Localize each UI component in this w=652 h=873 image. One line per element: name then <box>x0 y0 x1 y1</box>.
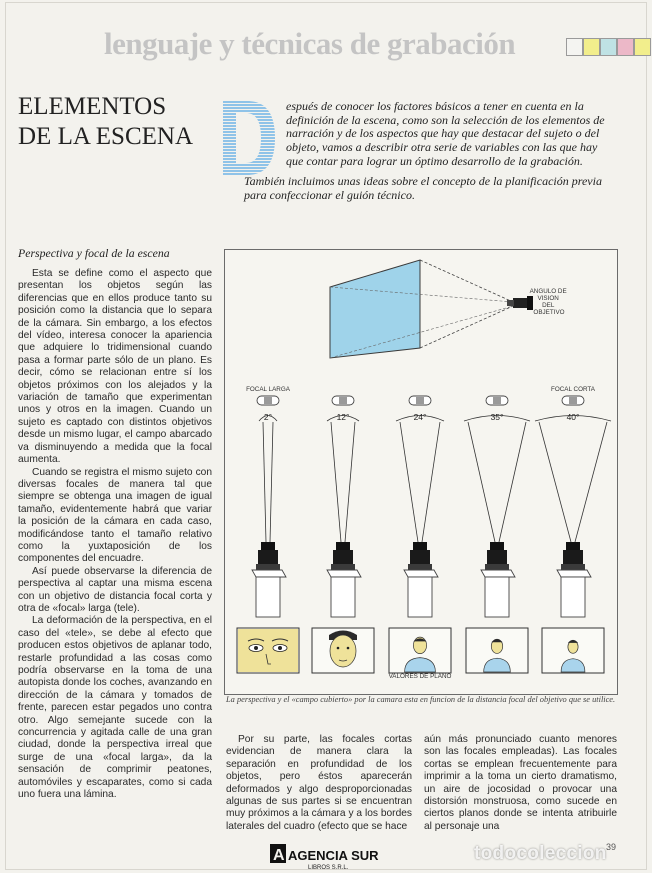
tripod-top <box>327 570 361 577</box>
focal-angle-value: 40° <box>566 412 580 422</box>
drop-cap <box>223 101 275 175</box>
camera-body-icon <box>487 550 507 564</box>
agencia-sur-logo <box>270 843 380 871</box>
section-title-line-1: ELEMENTOS <box>18 93 167 120</box>
angle-label-line-2: VISION <box>537 295 559 302</box>
body-column-2 <box>226 734 412 833</box>
camera-base-icon <box>485 564 509 570</box>
focal-larga-label: FOCAL LARGA <box>246 386 290 393</box>
view-cone-line <box>263 422 266 542</box>
camera-body-icon <box>258 550 278 564</box>
focal-angle-value: 2° <box>263 412 273 422</box>
viewfinder-lens-icon <box>569 397 577 404</box>
view-cone-line <box>468 422 495 542</box>
swatch <box>617 38 634 56</box>
tripod-stand <box>485 577 509 617</box>
viewfinder-lens-icon <box>264 397 272 404</box>
tripod-top <box>404 570 438 577</box>
perspective-figure <box>224 249 618 695</box>
small-camera-icon <box>507 296 533 310</box>
section-title-line-2: DE LA ESCENA <box>18 123 193 150</box>
face-icon <box>330 635 356 667</box>
body-paragraph: Esta se define como el aspecto que presentan los objetos según las diferencias que en ellos produce tanto su posición como la distancia que lo separa de la cámara. Sin embargo, a los efectos del vídeo, interesa conocer la apariencia que adquiere lo tridimensional cuando pasa a formar parte sólo de un plano. Es decir, cómo se relacionan entre sí los objetos próximos con los alejados y la variación de tamaño que experimentan unos y otros en la imagen. Cuando un sujeto es captado con distintos objetivos desde un mismo lugar, el campo abarcado va disminuyendo a medida que la focal aumenta. <box>18 268 212 466</box>
angle-label-line-4: OBJETIVO <box>533 309 565 316</box>
camera-lens-icon <box>490 542 504 550</box>
face-closeup <box>238 629 298 672</box>
body-paragraph: La deformación de la perspectiva, en el caso del «tele», se debe al efecto que producen estos objetivos de aplanar todo, restarle profundidad a las cosas como podría observarse en la toma de una autopista donde los coches, avanzando en dirección de la cámara y tomados de frente, parecen estar pegados uno contra otro. Algo semejante sucede con la concurrencia y agitada calle de una gran ciudad, donde la perspectiva irreal que surge de una «focal larga», da la sensación de comprimir peatones, automóviles y escaparates, como si cada uno fuera una lámina. <box>18 615 212 801</box>
angle-of-view-label <box>530 288 569 316</box>
viewfinder-lens-icon <box>416 397 424 404</box>
eye-icon <box>337 647 340 650</box>
camera-body-icon <box>333 550 353 564</box>
view-cone-line <box>270 422 273 542</box>
view-cone-line <box>345 422 355 542</box>
view-cone-line <box>422 422 440 542</box>
watermark: todocoleccion <box>474 843 607 864</box>
camera-body-icon <box>410 550 430 564</box>
page-header-title: lenguaje y técnicas de grabación <box>104 26 516 61</box>
swatch <box>583 38 600 56</box>
body-column-3 <box>424 734 617 833</box>
pupil-icon <box>254 646 258 650</box>
viewfinder-lens-icon <box>493 397 501 404</box>
focal-angle-value: 35° <box>490 412 504 422</box>
camera-body-icon <box>563 550 583 564</box>
camera-base-icon <box>561 564 585 570</box>
angle-label-line-1: ANGULO DE <box>529 288 567 295</box>
focal-angle-value: 24° <box>413 412 427 422</box>
subheading: Perspectiva y focal de la escena <box>18 246 170 260</box>
logo-subtext: LIBROS S.R.L. <box>308 865 349 871</box>
eye-icon <box>347 647 350 650</box>
tripod-top <box>481 570 515 577</box>
viewfinder-lens-icon <box>339 397 347 404</box>
page-number: 39 <box>606 842 617 852</box>
focal-corta-label: FOCAL CORTA <box>551 386 595 393</box>
view-cone-line <box>400 422 418 542</box>
tripod-stand <box>256 577 280 617</box>
body-paragraph: Cuando se registra el mismo sujeto con diversas focales de manera tal que siempre se obtenga una imagen de igual tamaño, evidentemente habrá que variar la posición de la cámara en cada caso, modificándose tanto el tamaño relativo como la yuxtaposición de los componentes del encuadre. <box>18 466 212 565</box>
body-paragraph: Por su parte, las focales cortas evidencian de manera clara la separación en profundidad de los objetos, pero éstos aparecerán deformados y algo desproporcionadas algunas de sus partes si se encuentran muy próximos a la cámara y a los bordes laterales del cuadro (efecto que se hace <box>226 734 412 832</box>
view-cone-line <box>539 422 571 542</box>
camera-row <box>237 396 611 673</box>
intro-paragraph-2: También incluimos unas ideas sobre el concepto de la planificación previa para confeccionar el guión técnico. <box>244 174 602 202</box>
body-paragraph: aún más pronunciado cuanto menores son las focales empleadas). Las focales cortas se emplean frecuentemente para imprimir a la toma un cierto dramatismo, un aire de jocosidad o provocar una distorsión monstruosa, como sucede en ciertos planos donde se intenta atribuirle al personaje una <box>424 734 617 832</box>
tripod-stand <box>408 577 432 617</box>
svg-text:A: A <box>273 847 285 864</box>
camera-lens-icon <box>336 542 350 550</box>
plane-values-label: VALORES DE PLANO <box>388 673 452 680</box>
angle-label-line-3: DEL <box>542 302 555 309</box>
swatch <box>566 38 583 56</box>
tripod-stand <box>561 577 585 617</box>
figure-illustration <box>225 250 617 694</box>
camera-lens-icon <box>261 542 275 550</box>
body-column-1 <box>18 268 212 801</box>
tripod-stand <box>331 577 355 617</box>
section-title <box>18 92 208 152</box>
tripod-top <box>252 570 286 577</box>
focal-angle-value: 12° <box>336 412 350 422</box>
intro-paragraph: espués de conocer los factores básicos a tener en cuenta en la definición de la escena, como son la selección de los elementos de narración y de los aspectos que hay que destacar del sujeto o del objeto, vamos a describir otra serie de variables con las que hay que contar para lograr un óptimo desarrollo de la grabación. <box>286 99 605 168</box>
pupil-icon <box>278 646 282 650</box>
view-cone-line <box>331 422 341 542</box>
logo-text: AGENCIA SUR <box>288 848 379 863</box>
camera-lens-icon <box>413 542 427 550</box>
view-cone-line <box>575 422 607 542</box>
color-swatches <box>566 38 651 56</box>
camera-base-icon <box>408 564 432 570</box>
view-cone-line <box>499 422 526 542</box>
camera-base-icon <box>256 564 280 570</box>
body-paragraph: Así puede observarse la diferencia de perspectiva al captar una misma escena con un objetivo de distancia focal corta y otra de «focal» larga (tele). <box>18 565 212 614</box>
camera-base-icon <box>331 564 355 570</box>
figure-caption: La perspectiva y el «campo cubierto» por la camara esta en funcion de la distancia focal del objetivo que se utilice. <box>226 695 616 704</box>
screen-plane <box>330 260 420 358</box>
swatch <box>600 38 617 56</box>
camera-lens-icon <box>566 542 580 550</box>
tripod-top <box>557 570 591 577</box>
swatch <box>634 38 651 56</box>
